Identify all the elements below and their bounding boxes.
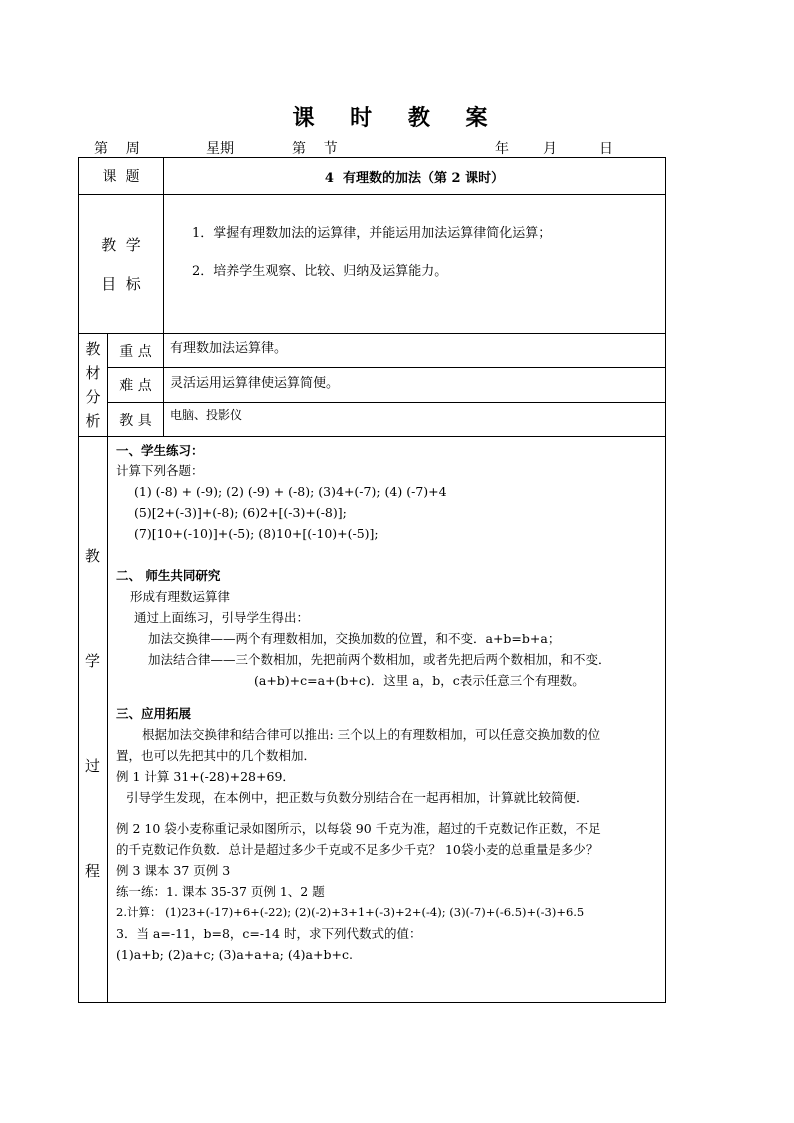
section-3-line: 的千克数记作负数．总计是超过多少千克或不足多少千克？ 10袋小麦的总重量是多少？: [116, 842, 599, 857]
analysis-row-difficulty: [79, 368, 666, 403]
key-points-label: 重 点: [108, 334, 164, 368]
process-side-char: 学: [85, 652, 101, 670]
analysis-side-label: [79, 334, 108, 437]
header-weekday: 星期: [206, 141, 234, 157]
objective-item: 1．掌握有理数加法的运算律，并能运用加法运算律简化运算；: [192, 226, 552, 241]
section-1-intro: 计算下列各题：: [116, 463, 204, 478]
objectives-label-line-2: 目 标: [101, 275, 141, 293]
process-content: [108, 437, 666, 1003]
objectives-label: [79, 195, 164, 334]
key-points-value: 有理数加法运算律。: [164, 334, 666, 368]
difficulty-value: 灵活运用运算律使运算简便。: [164, 368, 666, 403]
section-3-line: 置，也可以先把其中的几个数相加．: [116, 748, 317, 763]
analysis-side-char: 分: [85, 388, 101, 406]
section-3-heading: 三、应用拓展: [116, 706, 192, 721]
section-2-line: 通过上面练习，引导学生得出：: [134, 610, 310, 625]
exercise-line: (1) (-8) + (-9); (2) (-9) + (-8); (3)4+(-7); (4) (-7)+4: [134, 484, 447, 499]
process-row: [79, 437, 666, 1003]
section-3-line: 3．当 a=-11，b=8，c=-14 时，求下列代数式的值：: [116, 926, 422, 941]
topic-value: 4 有理数的加法（第 2 课时）: [164, 158, 666, 195]
process-side-char: 程: [85, 862, 101, 880]
lesson-plan-table: [78, 157, 666, 1003]
section-2-line: (a+b)+c=a+(b+c)．这里 a，b，c表示任意三个有理数。: [254, 673, 585, 688]
section-3-line: 引导学生发现，在本例中，把正数与负数分别结合在一起再相加，计算就比较简便．: [126, 790, 589, 805]
tools-label: 教 具: [108, 403, 164, 437]
section-3-line: 练一练：1. 课本 35-37 页例 1、2 题: [116, 884, 325, 899]
header-week: 第 周: [94, 141, 140, 157]
section-3-line: 2.计算： (1)23+(-17)+6+(-22); (2)(-2)+3+1+(-3)+2+(-4); (3)(-7)+(-6.5)+(-3)+6.5: [116, 905, 585, 919]
exercise-line: (7)[10+(-10)]+(-5); (8)10+[(-10)+(-5)];: [134, 526, 379, 541]
analysis-row-key-points: [79, 334, 666, 368]
process-side-char: 教: [85, 547, 101, 565]
objectives-content: [164, 195, 666, 334]
topic-row: [79, 158, 666, 195]
section-3-line: (1)a+b; (2)a+c; (3)a+a+a; (4)a+b+c.: [116, 947, 353, 962]
page-title: 课 时 教 案: [292, 105, 502, 131]
section-2-heading: 二、 师生共同研究: [116, 568, 221, 583]
exercise-line: (5)[2+(-3)]+(-8); (6)2+[(-3)+(-8)];: [134, 505, 347, 520]
section-3-line: 根据加法交换律和结合律可以推出: 三个以上的有理数相加，可以任意交换加数的位: [142, 727, 601, 742]
section-3-line: 例 3 课本 37 页例 3: [116, 863, 231, 878]
process-side-char: 过: [85, 757, 101, 775]
topic-label: 课 题: [79, 158, 164, 195]
objectives-label-line-1: 教 学: [101, 236, 141, 254]
objectives-row: [79, 195, 666, 334]
header-month: 月: [543, 141, 557, 157]
analysis-row-tools: [79, 403, 666, 437]
objective-item: 2．培养学生观察、比较、归纳及运算能力。: [192, 264, 448, 279]
header-period: 第 节: [292, 141, 338, 157]
header-day: 日: [599, 141, 613, 157]
difficulty-label: 难 点: [108, 368, 164, 403]
section-2-line: 加法结合律——三个数相加，先把前两个数相加，或者先把后两个数相加，和不变．: [148, 652, 611, 667]
analysis-side-char: 材: [85, 364, 101, 382]
section-2-line: 加法交换律——两个有理数相加，交换加数的位置，和不变．a+b=b+a；: [148, 631, 561, 646]
section-3-line: 例 2 10 袋小麦称重记录如图所示，以每袋 90 千克为准，超过的千克数记作正数，不足: [116, 821, 601, 836]
section-3-line: 例 1 计算 31+(-28)+28+69．: [116, 769, 295, 784]
section-1-heading: 一、学生练习：: [116, 443, 204, 458]
header-year: 年: [495, 141, 509, 157]
process-side-label: [79, 437, 108, 1003]
analysis-side-char: 教: [85, 340, 101, 358]
analysis-side-char: 析: [85, 412, 101, 430]
section-2-line: 形成有理数运算律: [130, 589, 231, 604]
tools-value: 电脑、投影仪: [164, 403, 666, 437]
